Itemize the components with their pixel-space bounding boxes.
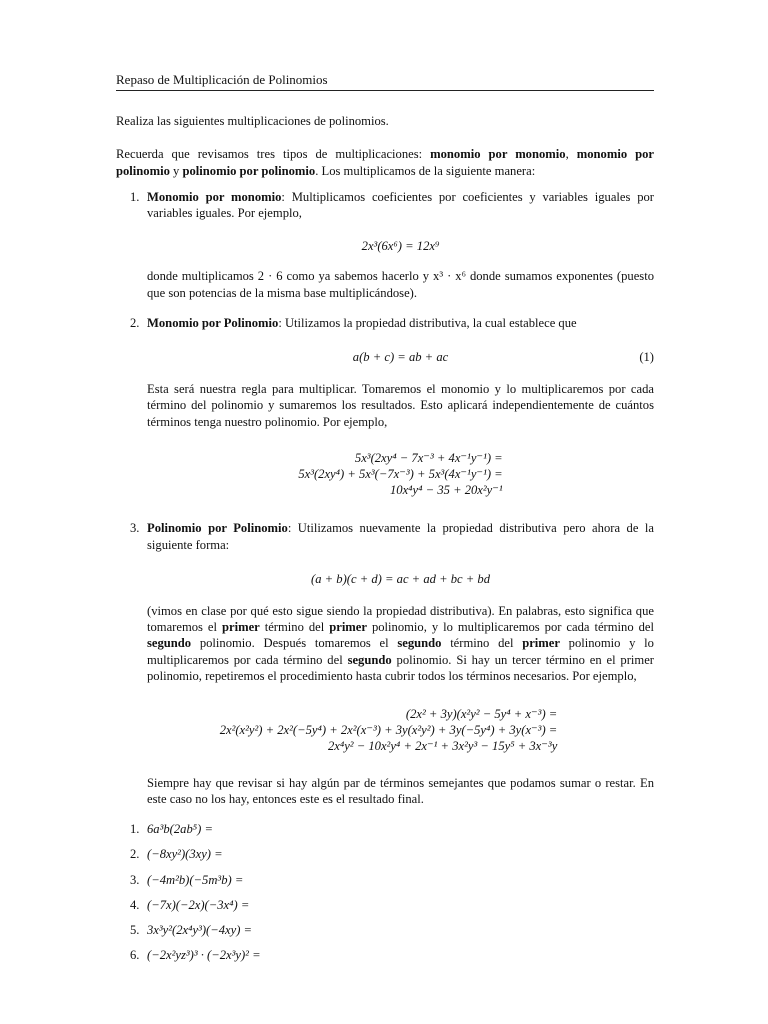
recall-sep-1: , — [565, 147, 577, 162]
exercise-item: 5. 3x³y²(2x⁴y³)(−4xy) = — [130, 922, 253, 937]
recall-bold-1: monomio por monomio — [430, 147, 566, 162]
align-line: 2x⁴y² − 10x²y⁴ + 2x⁻¹ + 3x²y³ − 15y⁵ + 3x⁻³y — [327, 739, 558, 754]
equation-example-3: (a + b)(c + d) = ac + ad + bc + bd — [311, 571, 490, 586]
section-text: : Utilizamos nuevamente la propiedad distributiva pero ahora de la siguiente forma: — [147, 521, 654, 552]
document-page — [116, 72, 654, 972]
section-number: 3. — [130, 521, 140, 536]
equation-example-1: 2x³(6x⁶) = 12x⁹ — [361, 239, 440, 254]
recall-text-end: . Los multiplicamos de la siguiente manera: — [315, 163, 536, 178]
exercise-list — [116, 821, 654, 963]
align-line: 2x²(x²y²) + 2x²(−5y⁴) + 2x²(x⁻³) + 3y(x²y²) + 3y(−5y⁴) + 3y(x⁻³) = — [219, 723, 558, 738]
section-explanation: donde multiplicamos 2 · 6 como ya sabemos hacerlo y x³ · x⁶ donde sumamos exponentes (puesto que son potencias de la misma base multiplicándose). — [147, 269, 654, 300]
intro-text: Realiza las siguientes multiplicaciones de polinomios. — [116, 114, 389, 129]
recall-bold-2: monomio por polinomio — [116, 147, 655, 178]
exercise-item: 1. 6a³b(2ab⁵) = — [130, 822, 213, 837]
section-number: 2. — [130, 315, 140, 330]
section-number: 1. — [130, 189, 140, 204]
section-text: : Utilizamos la propiedad distributiva, la cual establece que — [278, 315, 577, 330]
exercise-item: 4. (−7x)(−2x)(−3x⁴) = — [130, 897, 250, 912]
equation-number: (1) — [639, 350, 654, 365]
section-explanation: (vimos en clase por qué esto sigue siendo la propiedad distributiva). En palabras, esto significa que tomaremos el primer término del primer polinomio, y lo multiplicaremos por cada término del segundo polinomio. Después tomaremos el segundo término del primer polinomio y lo multiplicaremos por cada término del segundo polinomio. Si hay un tercer término en el primer polinomio, repetiremos el procedimiento hasta cubrir todos los términos necesarios. Por ejemplo, — [147, 604, 654, 683]
exercise-item: 6. (−2x²yz³)³ · (−2x³y)² = — [130, 948, 261, 963]
align-line: 10x⁴y⁴ − 35 + 20x²y⁻¹ — [390, 483, 503, 498]
section-title: Monomio por monomio — [147, 189, 282, 204]
recall-sep-2: y — [169, 163, 183, 178]
align-line: (2x² + 3y)(x²y² − 5y⁴ + x⁻³) = — [405, 707, 558, 722]
section-text: : Multiplicamos coeficientes por coeficientes y variables iguales por variables iguales. Por ejemplo, — [147, 189, 654, 221]
section-polinomio-polinomio — [116, 520, 654, 807]
intro-paragraph — [116, 113, 654, 129]
aligned-equations-3 — [220, 706, 558, 755]
page-header — [116, 72, 654, 91]
section-title: Monomio por Polinomio — [147, 315, 279, 330]
section-monomio-polinomio — [116, 315, 654, 499]
align-line: 5x³(2xy⁴) + 5x³(−7x⁻³) + 5x³(4x⁻¹y⁻¹) = — [298, 467, 503, 482]
section-monomio-monomio — [116, 189, 654, 301]
recall-text: Recuerda que revisamos tres tipos de multiplicaciones: — [116, 147, 431, 162]
align-line: 5x³(2xy⁴ − 7x⁻³ + 4x⁻¹y⁻¹) = — [354, 450, 503, 465]
page-title: Repaso de Multiplicación de Polinomios — [116, 72, 328, 87]
aligned-equations-2 — [298, 450, 502, 499]
equation-text: a(b + c) = ab + ac — [352, 350, 449, 365]
recall-bold-3: polinomio por polinomio — [182, 163, 316, 178]
recall-paragraph — [116, 146, 654, 178]
section-title: Polinomio por Polinomio — [147, 521, 288, 536]
exercise-item: 3. (−4m²b)(−5m³b) = — [130, 872, 244, 887]
section-explanation: Esta será nuestra regla para multiplicar. Tomaremos el monomio y lo multiplicaremos por cada término del polinomio y sumaremos los resultados. Esto aplicará independientemente de cuántos términos tenga nuestro polinomio. Por ejemplo, — [147, 382, 654, 429]
closing-paragraph: Siempre hay que revisar si hay algún par de términos semejantes que podamos sumar o restar. En este caso no los hay, entonces este es el resultado final. — [147, 775, 654, 806]
exercise-item: 2. (−8xy²)(3xy) = — [130, 847, 223, 862]
distributive-equation — [147, 349, 654, 365]
